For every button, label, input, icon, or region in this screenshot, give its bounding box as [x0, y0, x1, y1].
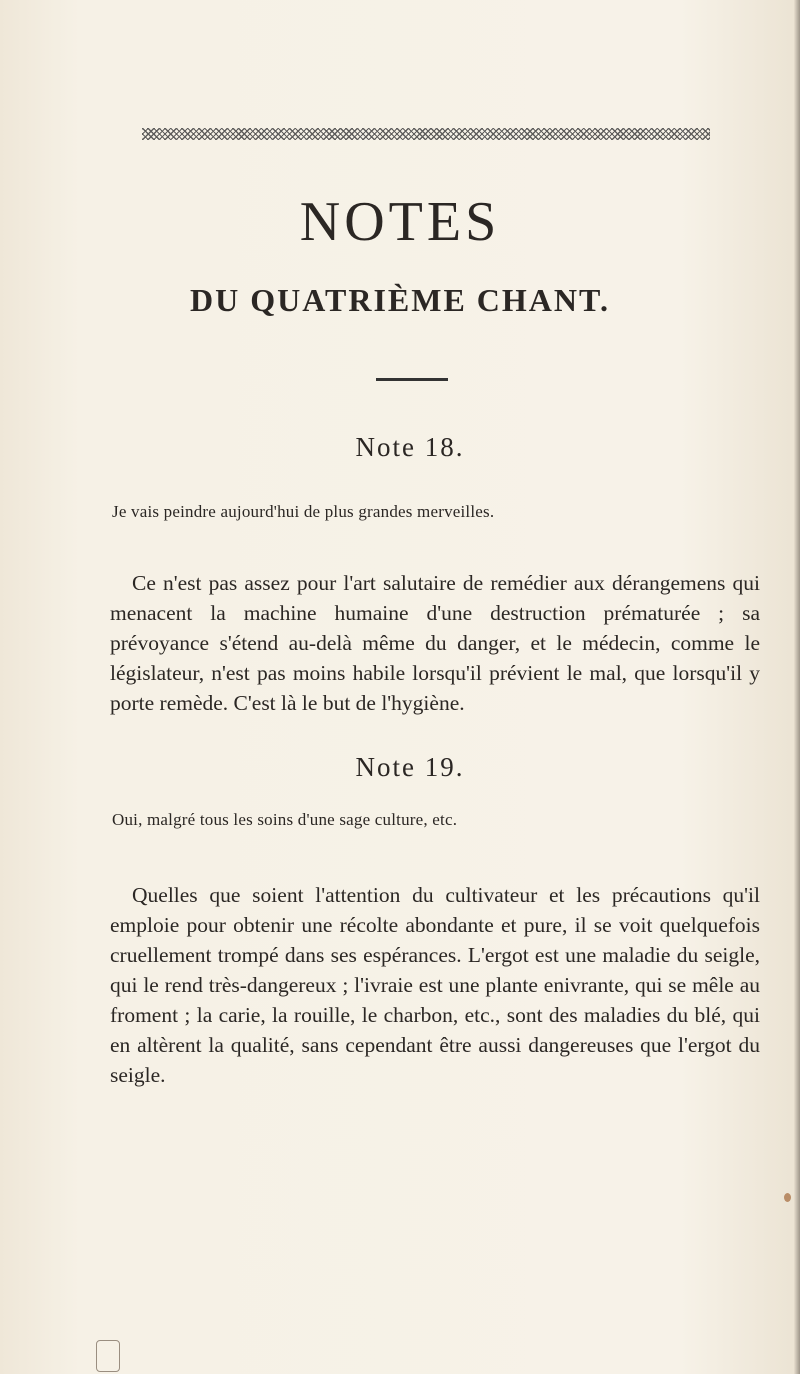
note-19-heading: Note 19. — [355, 752, 465, 782]
note-19-text: Quelles que soient l'attention du cultivateur et les précautions qu'il emploie pour obtenir une récolte abondante et pure, il se voit quelquefois cruellement trompé dans ses espérances. L'ergot est une maladie du seigle, qui le rend très-dangereux ; l'ivraie est une plante enivrante, qui se mêle au froment ; la carie, la rouille, le charbon, etc., sont des maladies du blé, qui en altèrent la qualité, sans cependant être aussi dangereuses que l'ergot du seigle. — [110, 883, 760, 1087]
decorative-border — [142, 128, 710, 140]
ink-stain — [784, 1193, 791, 1202]
note-18-text: Ce n'est pas assez pour l'art salutaire de remédier aux dérangemens qui menacent la machine humaine d'une destruction prématurée ; sa prévoyance s'étend au-delà même du danger, et le médecin, comme le législateur, n'est pas moins habile lorsqu'il prévient le mal, que lorsqu'il y porte remède. C'est là le but de l'hygiène. — [110, 571, 760, 715]
note-19-epigraph: Oui, malgré tous les soins d'une sage culture, etc. — [112, 810, 458, 829]
page-title: NOTES — [299, 191, 501, 253]
page-subtitle: DU QUATRIÈME CHANT. — [190, 282, 610, 318]
title-divider — [376, 378, 448, 381]
note-18-epigraph: Je vais peindre aujourd'hui de plus grandes merveilles. — [112, 502, 495, 521]
note-18-heading: Note 18. — [355, 432, 465, 462]
page-mark — [96, 1340, 120, 1372]
